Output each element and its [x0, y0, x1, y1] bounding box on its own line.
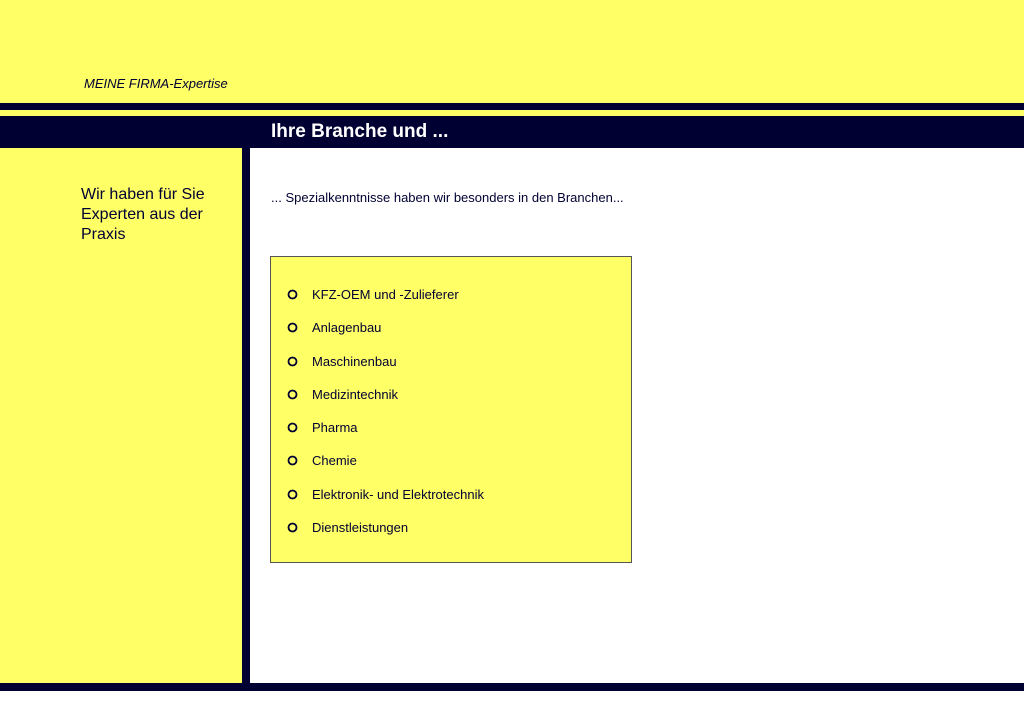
list-item [287, 519, 484, 552]
branch-list [287, 286, 484, 552]
list-item [287, 452, 484, 485]
branch-label: Anlagenbau [312, 320, 382, 336]
hollow-circle-bullet-icon [287, 522, 298, 533]
hollow-circle-bullet-icon [287, 289, 298, 300]
list-item [287, 486, 484, 519]
hollow-circle-bullet-icon [287, 422, 298, 433]
footer-rule [0, 683, 1024, 691]
list-item [287, 353, 484, 386]
hollow-circle-bullet-icon [287, 322, 298, 333]
branch-label: KFZ-OEM und -Zulieferer [312, 287, 459, 302]
intro-text: ... Spezialkenntnisse haben wir besonders in den Branchen... [271, 190, 624, 205]
branch-label: Maschinenbau [312, 353, 397, 369]
title-bar [0, 116, 1024, 148]
branch-label: Dienstleistungen [312, 520, 409, 536]
list-item [287, 286, 484, 319]
hollow-circle-bullet-icon [287, 389, 298, 400]
hollow-circle-bullet-icon [287, 489, 298, 500]
branch-label: Medizintechnik [312, 386, 398, 402]
branch-label: Elektronik- und Elektrotechnik [312, 486, 484, 502]
hollow-circle-bullet-icon [287, 356, 298, 367]
list-item [287, 386, 484, 419]
sidebar-text: Wir haben für Sie Experten aus der Praxis [81, 186, 205, 243]
sidebar-divider [242, 148, 250, 683]
branch-label: Pharma [312, 420, 358, 436]
company-title: MEINE FIRMA-Expertise [84, 76, 228, 91]
branch-label: Chemie [312, 453, 357, 469]
branch-list-box [270, 256, 632, 563]
list-item [287, 319, 484, 352]
slide-title: Ihre Branche und ... [271, 121, 449, 142]
hollow-circle-bullet-icon [287, 455, 298, 466]
list-item [287, 419, 484, 452]
header-rule [0, 103, 1024, 110]
